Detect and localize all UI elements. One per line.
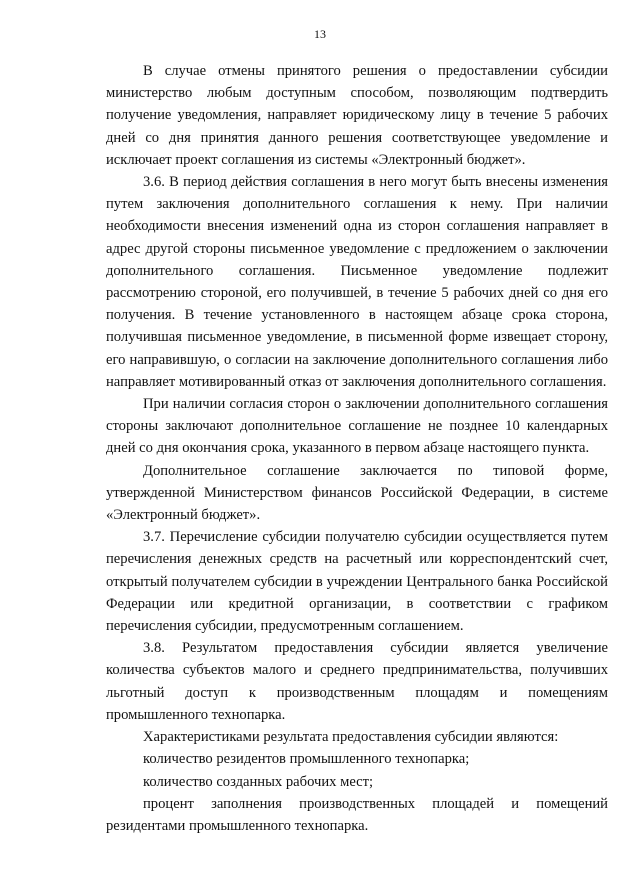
- characteristic-item-jobs: количество созданных рабочих мест;: [143, 773, 374, 790]
- characteristics-intro: Характеристиками результата предоставления субсидии являются:: [143, 729, 559, 746]
- paragraph-3-6-amendments: 3.6. В период действия соглашения в него могут быть внесены изменения путем заключения дополнительного соглашения к нему. При наличии необходимости внесения изменений одна из сторон соглашения направляет в адрес другой стороны письменное уведомление с предложением о заключении дополнительного соглашения. Письменное уведомление подлежит рассмотрению стороной, его получившей, в течение 5 рабочих дней со дня его получения. В течение установленного в настоящем абзаце срока сторона, получившая письменное уведомление, в письменной форме извещает сторону, его направившую, о согласии на заключение дополнительного соглашения либо направляет мотивированный отказ от заключения дополнительного соглашения.: [106, 174, 608, 390]
- characteristic-item-occupancy: процент заполнения производственных площадей и помещений резидентами промышленного технопарка.: [106, 795, 608, 834]
- paragraph-additional-agreement-form: Дополнительное соглашение заключается по типовой форме, утвержденной Министерством финансов Российской Федерации, в системе «Электронный бюджет».: [106, 462, 608, 524]
- paragraph-3-7-transfer: 3.7. Перечисление субсидии получателю субсидии осуществляется путем перечисления денежных средств на расчетный или корреспондентский счет, открытый получателем субсидии в учреждении Центрального банка Российской Федерации или кредитной организации, в соответствии с графиком перечисления субсидии, предусмотренным соглашением.: [106, 529, 608, 635]
- paragraph-3-8-result: 3.8. Результатом предоставления субсидии является увеличение количества субъектов малого и среднего предпринимательства, получивших льготный доступ к производственным площадям и помещениям промышленного технопарка.: [106, 640, 608, 723]
- characteristic-item-residents: количество резидентов промышленного технопарка;: [143, 751, 470, 768]
- paragraph-subsidy-cancellation: В случае отмены принятого решения о предоставлении субсидии министерство любым доступным способом, позволяющим подтвердить получение уведомления, направляет юридическому лицу в течение 5 рабочих дней со дня принятия данного решения соответствующее уведомление и исключает проект соглашения из системы «Электронный бюджет».: [106, 63, 608, 168]
- page-number: 13: [314, 27, 326, 41]
- document-body: [106, 60, 608, 837]
- paragraph-additional-agreement-deadline: При наличии согласия сторон о заключении дополнительного соглашения стороны заключают дополнительное соглашение не позднее 10 календарных дней со дня окончания срока, указанного в первом абзаце настоящего пункта.: [106, 396, 608, 457]
